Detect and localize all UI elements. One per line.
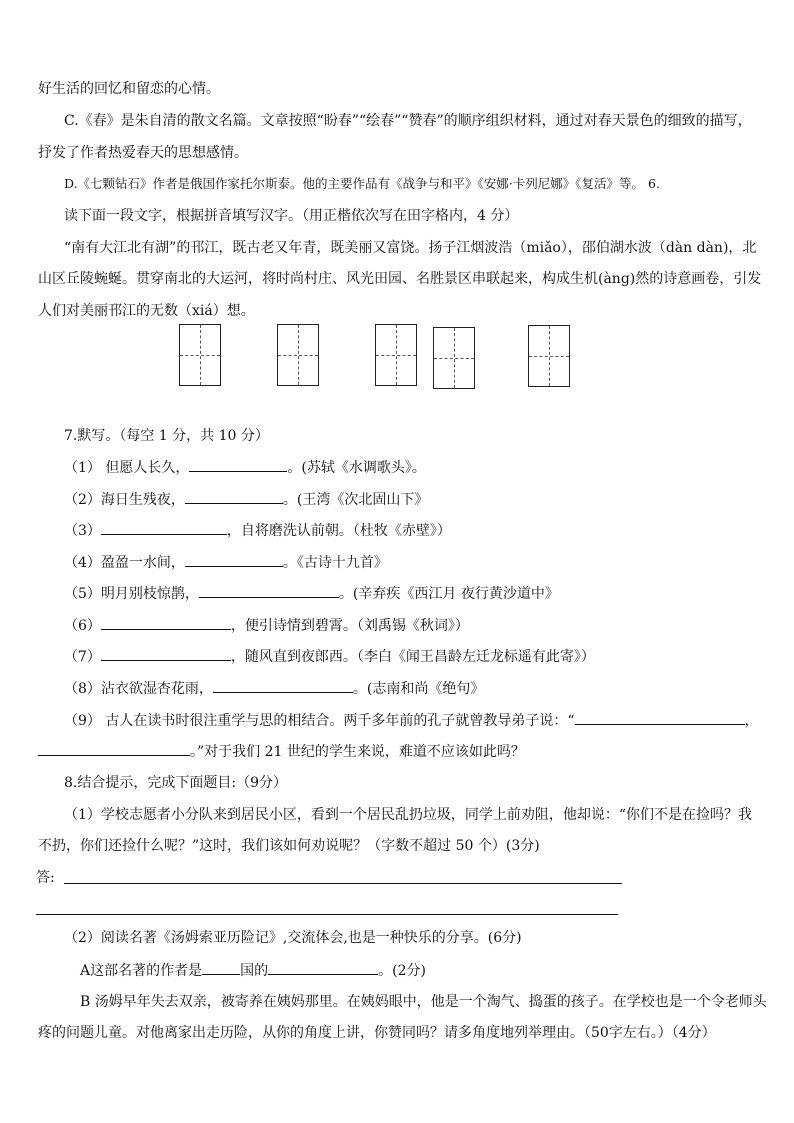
answer-blank[interactable] (185, 552, 283, 567)
q7-item-3 (64, 520, 451, 541)
q7-item-5 (64, 583, 559, 604)
question-8-heading: 8.结合提示，完成下面题目:（9分） (64, 775, 287, 791)
q7-1-suffix: 。(苏轼《水调歌头》。 (287, 460, 426, 476)
question-6-instruction: 读下面一段文字，根据拼音填写汉字。（用正楷依次写在田字格内，4 分） (64, 208, 519, 224)
answer-label: 答: (36, 870, 55, 886)
q7-5-prefix: （5）明月别枝惊鹊， (64, 586, 199, 602)
option-d: D.《七颗钻石》作者是俄国作家托尔斯泰。他的主要作品有《战争与和平》《安娜·卡列尼娜》《复活》等。 6. (64, 176, 660, 191)
answer-blank[interactable] (575, 710, 745, 725)
q7-3-suffix: ，自将磨洗认前朝。（杜牧《赤壁》） (226, 523, 451, 539)
q7-item-6 (64, 615, 469, 636)
answer-line[interactable] (64, 883, 622, 884)
tianzige-cell[interactable] (277, 324, 319, 386)
q7-item-2 (64, 489, 428, 510)
answer-blank[interactable] (38, 741, 190, 756)
q8-2a-prefix: A这部名著的作者是 (80, 963, 203, 979)
q8-2a (80, 960, 426, 981)
q7-5-suffix: 。(辛弃疾《西江月 夜行黄沙道中》 (338, 586, 559, 602)
q7-4-suffix: 。《古诗十九首》 (282, 555, 388, 571)
answer-blank[interactable] (202, 960, 240, 975)
q7-7-prefix: （7） (64, 649, 101, 665)
q7-3-prefix: （3） (64, 523, 101, 539)
q8-1-text: 不扔，你们还捡什么呢？”这时，我们该如何劝说呢？（字数不超过 50 个）(3分) (38, 838, 540, 854)
q7-9-suffix: 。”对于我们 21 世纪的学生来说，难道不应该如此吗？ (190, 744, 525, 760)
question-7-heading: 7.默写。（每空 1 分，共 10 分） (64, 428, 269, 444)
q8-2a-middle: 国的 (240, 963, 269, 979)
q7-2-suffix: 。(王湾《次北固山下》 (282, 492, 429, 508)
q7-item-9-cont (38, 741, 525, 762)
q8-2-text: （2）阅读名著《汤姆索亚历险记》,交流体会,也是一种快乐的分享。(6分) (64, 930, 522, 946)
q7-9-comma: ， (744, 713, 759, 729)
answer-blank[interactable] (101, 646, 231, 661)
answer-blank[interactable] (185, 489, 283, 504)
passage-line: 山区丘陵蜿蜒。贯穿南北的大运河，将时尚村庄、风光田园、名胜景区串联起来，构成生机(àng)然的诗意画卷，引发 (38, 271, 762, 287)
answer-blank[interactable] (213, 678, 353, 693)
q7-9-prefix: （9） 古人在读书时很注重学与思的相结合。两千多年前的孔子就曾教导弟子说：“ (64, 713, 575, 729)
q7-item-9 (64, 710, 759, 731)
passage-line: 人们对美丽邗江的无数（xiá）想。 (38, 303, 255, 319)
q7-8-suffix: 。(志南和尚《绝句》 (352, 681, 485, 697)
text-line: 抒发了作者热爱春天的思想感情。 (38, 145, 248, 161)
q8-2a-suffix: 。(2分) (378, 963, 426, 979)
tianzige-cell[interactable] (528, 325, 570, 387)
tianzige-cell[interactable] (179, 324, 221, 386)
option-c: C.《春》是朱自清的散文名篇。文章按照“盼春”“绘春”“赞春”的顺序组织材料，通过对春天景色的细致的描写， (64, 113, 752, 129)
passage-line: “南有大江北有湖”的邗江，既古老又年青，既美丽又富饶。扬子江烟波浩（miǎo），邵伯湖水波（dàn dàn)，北 (64, 240, 757, 256)
q7-6-suffix: ，便引诗情到碧霄。（刘禹锡《秋词》） (230, 618, 469, 634)
answer-blank[interactable] (268, 960, 378, 975)
answer-blank[interactable] (199, 583, 339, 598)
q7-item-8 (64, 678, 484, 699)
q7-4-prefix: （4）盈盈一水间， (64, 555, 185, 571)
q8-2b-text: B 汤姆早年失去双亲，被寄养在姨妈那里。在姨妈眼中，他是一个淘气、捣蛋的孩子。在学校也是一个令老师头 (80, 994, 767, 1010)
answer-blank[interactable] (101, 520, 227, 535)
q8-2b-text: 疼的问题儿童。对他离家出走历险，从你的角度上讲，你赞同吗？请多角度地列举理由。（50字左右。）（4分） (38, 1025, 716, 1041)
q7-7-suffix: ，随风直到夜郎西。（李白《闻王昌龄左迁龙标遥有此寄》） (230, 649, 595, 665)
answer-blank[interactable] (189, 457, 287, 472)
tianzige-cell[interactable] (375, 324, 417, 386)
q7-1-prefix: （1） 但愿人长久， (64, 460, 190, 476)
q7-2-prefix: （2）海日生残夜， (64, 492, 185, 508)
text-line: 好生活的回忆和留恋的心情。 (38, 81, 220, 97)
q8-1-text: （1）学校志愿者小分队来到居民小区，看到一个居民乱扔垃圾，同学上前劝阻，他却说：“你们不是在捡吗？我 (64, 807, 753, 823)
answer-blank[interactable] (101, 615, 231, 630)
answer-line[interactable] (36, 914, 618, 915)
q7-item-7 (64, 646, 595, 667)
q7-item-4 (64, 552, 388, 573)
tianzige-cell[interactable] (433, 327, 475, 389)
q7-item-1 (64, 457, 426, 478)
q7-8-prefix: （8）沾衣欲湿杏花雨， (64, 681, 213, 697)
q7-6-prefix: （6） (64, 618, 101, 634)
